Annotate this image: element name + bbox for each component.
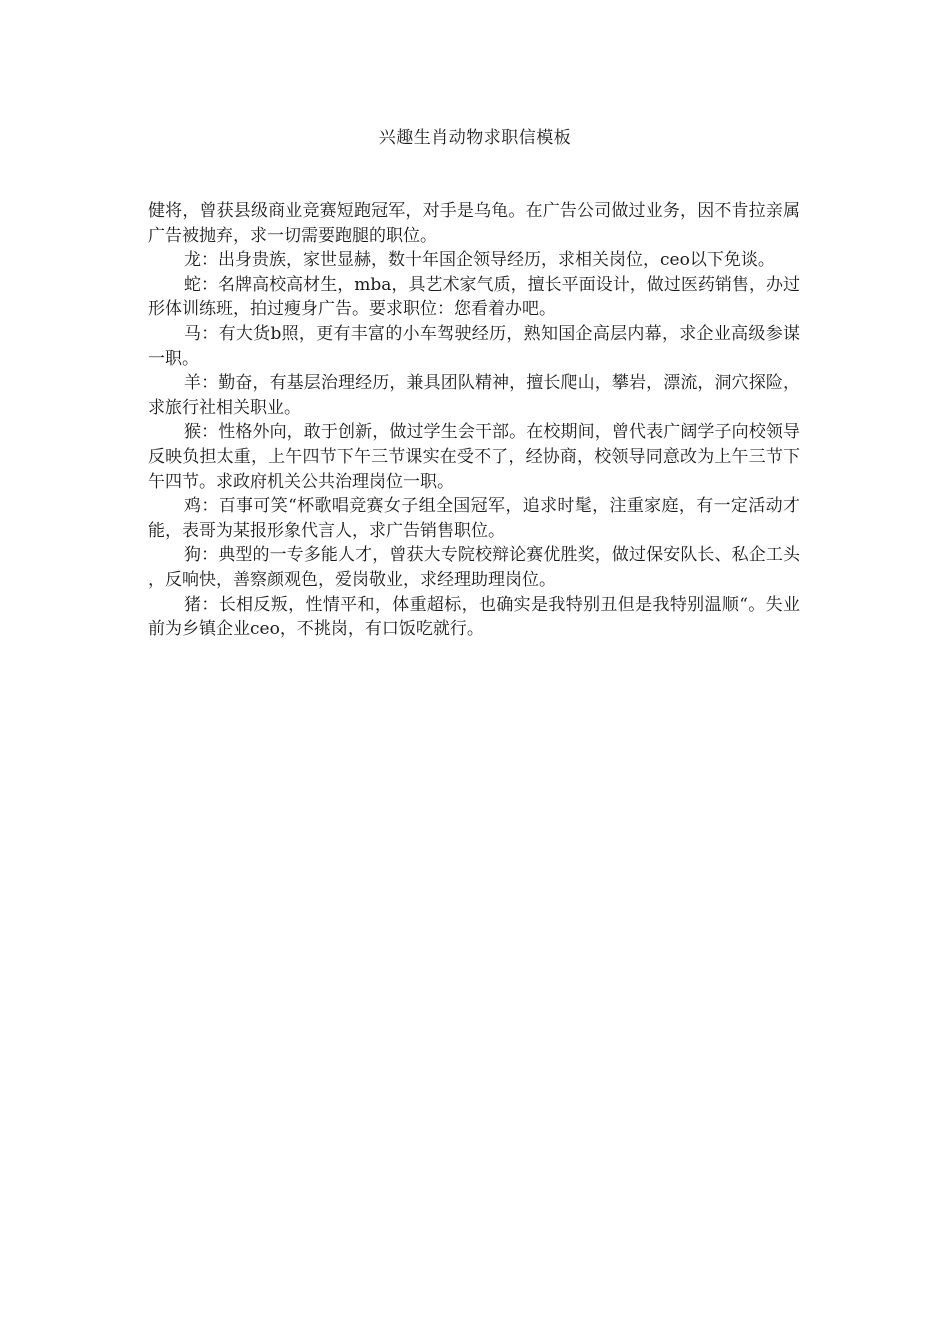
paragraph-rooster: 鸡：百事可笑“杯歌唱竞赛女子组全国冠军，追求时髦，注重家庭，有一定活动才能，表哥为某报形象代言人，求广告销售职位。: [148, 496, 800, 541]
document-title: 兴趣生肖动物求职信模板: [378, 128, 572, 148]
paragraph-snake: 蛇：名牌高校高材生，mba，具艺术家气质，擅长平面设计，做过医药销售，办过形体训练班，拍过瘦身广告。要求职位：您看着办吧。: [148, 274, 800, 320]
paragraph-monkey: 猴：性格外向，敢于创新，做过学生会干部。在校期间，曾代表广阔学子向校领导反映负担太重，上午四节下午三节课实在受不了，经协商，校领导同意改为上午三节下午四节。求政府机关公共治理岗位一职。: [148, 422, 800, 492]
paragraph-rabbit: 健将，曾获县级商业竞赛短跑冠军，对手是乌龟。在广告公司做过业务，因不肯拉亲属广告被抛弃，求一切需要跑腿的职位。: [148, 201, 800, 246]
paragraph-dog: 狗：典型的一专多能人才，曾获大专院校辩论赛优胜奖，做过保安队长、私企工头，反响快，善察颜观色，爱岗敬业，求经理助理岗位。: [148, 545, 800, 590]
paragraph-horse: 马：有大货b照，更有丰富的小车驾驶经历，熟知国企高层内幕，求企业高级参谋一职。: [148, 323, 800, 369]
paragraph-dragon: 龙：出身贵族，家世显赫，数十年国企领导经历，求相关岗位，ceo以下免谈。: [184, 250, 775, 271]
paragraph-pig: 猪：长相反叛，性情平和，体重超标，也确实是我特别丑但是我特别温顺“。失业前为乡镇企业ceo，不挑岗，有口饭吃就行。: [148, 594, 800, 640]
document-body: [148, 199, 800, 642]
paragraph-goat: 羊：勤奋，有基层治理经历，兼具团队精神，擅长爬山，攀岩，漂流，洞穴探险，求旅行社相关职业。: [148, 373, 800, 418]
